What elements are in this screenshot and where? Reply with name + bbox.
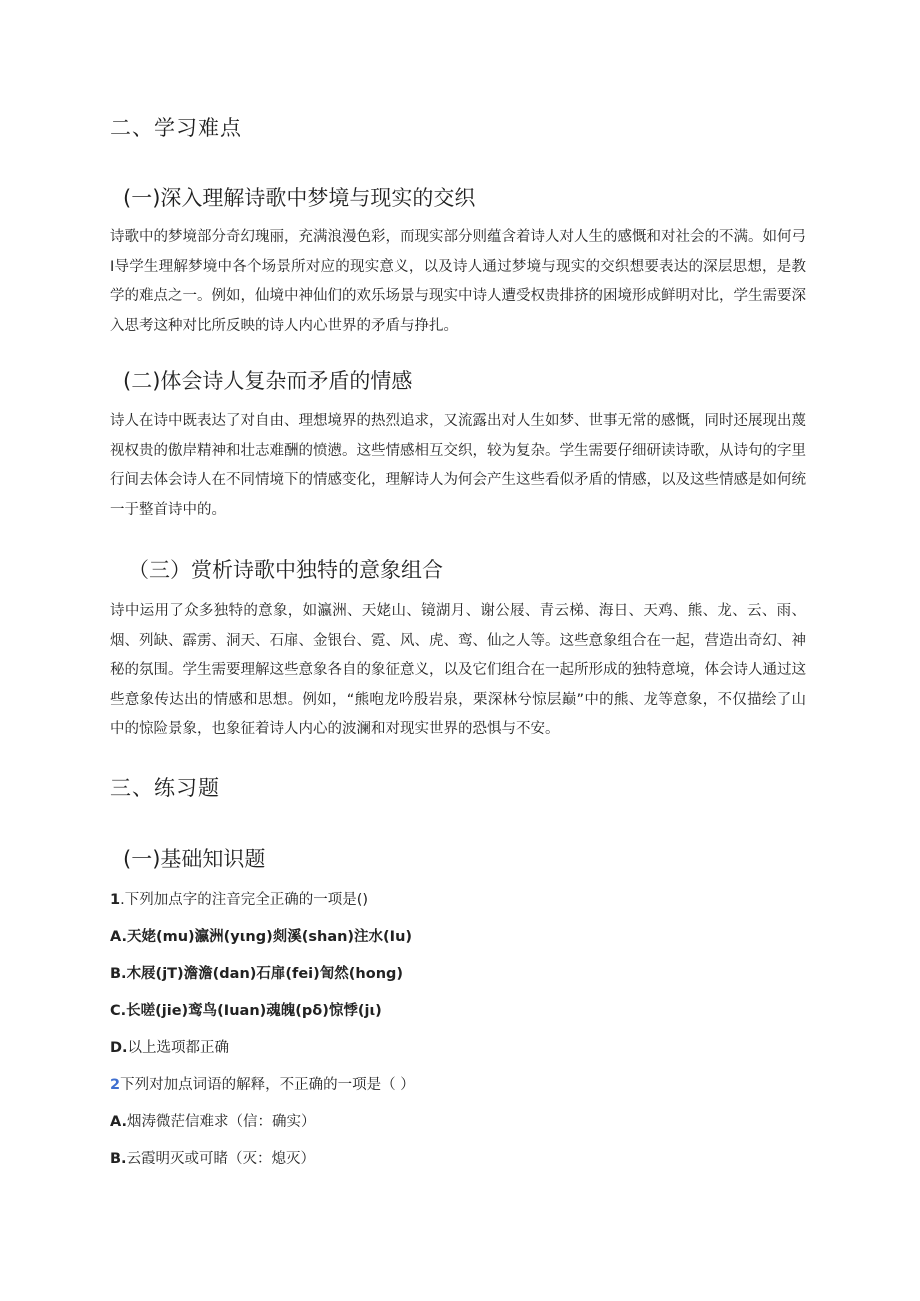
option-letter: B. bbox=[110, 966, 127, 982]
question-2-option-b bbox=[110, 1147, 315, 1168]
option-text: 木屐(jT)澹澹(dan)石扉(fei)訇然(hong) bbox=[126, 966, 404, 982]
question-text: 下列对加点词语的解释，不正确的一项是（ ） bbox=[120, 1077, 415, 1093]
option-text: 云霞明灭或可睹（灭：熄灭） bbox=[126, 1151, 316, 1167]
subsection-heading-dream-reality: (一)深入理解诗歌中梦境与现实的交织 bbox=[123, 186, 476, 210]
question-1-option-d bbox=[110, 1036, 229, 1057]
option-text: 以上选项都正确 bbox=[127, 1040, 230, 1056]
question-1-stem bbox=[110, 888, 368, 909]
option-text: 烟涛微茫信难求（信：确实） bbox=[127, 1114, 316, 1130]
section-heading-exercises: 三、练习题 bbox=[110, 776, 220, 800]
subsection-heading-emotions: (二)体会诗人复杂而矛盾的情感 bbox=[123, 369, 413, 393]
question-2-stem bbox=[110, 1073, 415, 1094]
question-1-option-b bbox=[110, 962, 403, 983]
question-2-option-a bbox=[110, 1110, 316, 1131]
option-text: 天姥(mu)瀛洲(yιng)剡溪(shan)注水(Iu) bbox=[127, 929, 413, 945]
subsection-heading-imagery: （三）赏析诗歌中独特的意象组合 bbox=[128, 558, 443, 582]
section-heading-difficulties: 二、学习难点 bbox=[110, 116, 242, 140]
option-letter: A. bbox=[110, 929, 127, 945]
question-number: 2 bbox=[110, 1077, 121, 1093]
paragraph-dream-reality: 诗歌中的梦境部分奇幻瑰丽，充满浪漫色彩，而现实部分则蕴含着诗人对人生的感慨和对社会的不满。如何弓I导学生理解梦境中各个场景所对应的现实意义，以及诗人通过梦境与现实的交织想要表达的深层思想，是教学的难点之一。例如，仙境中神仙们的欢乐场景与现实中诗人遭受权贵排挤的困境形成鲜明对比，学生需要深入思考这种对比所反映的诗人内心世界的矛盾与挣扎。 bbox=[110, 229, 806, 334]
subsection-heading-basic-knowledge: (一)基础知识题 bbox=[123, 847, 266, 871]
option-text: 长嗟(jie)鸾鸟(Iuan)魂魄(pδ)惊悸(jι) bbox=[126, 1003, 382, 1019]
question-1-option-c bbox=[110, 999, 382, 1020]
paragraph-imagery: 诗中运用了众多独特的意象，如瀛洲、天姥山、镜湖月、谢公屐、青云梯、海日、天鸡、熊、龙、云、雨、烟、列缺、霹雳、洞天、石扉、金银台、霓、风、虎、鸾、仙之人等。这些意象组合在一起，营造出奇幻、神秘的氛围。学生需要理解这些意象各自的象征意义，以及它们组合在一起所形成的独特意境，体会诗人通过这些意象传达出的情感和思想。例如，“熊咆龙吟殷岩泉，栗深林兮惊层巅”中的熊、龙等意象，不仅描绘了山中的惊险景象，也象征着诗人内心的波澜和对现实世界的恐惧与不安。 bbox=[110, 603, 806, 737]
question-number: 1 bbox=[110, 892, 121, 908]
question-1-option-a bbox=[110, 925, 412, 946]
question-text: .下列加点字的注音完全正确的一项是() bbox=[120, 892, 369, 908]
option-letter: D. bbox=[110, 1040, 128, 1056]
option-letter: C. bbox=[110, 1003, 127, 1019]
paragraph-emotions: 诗人在诗中既表达了对自由、理想境界的热烈追求，又流露出对人生如梦、世事无常的感慨，同时还展现出蔑视权贵的傲岸精神和壮志难酬的愤懑。这些情感相互交织，较为复杂。学生需要仔细研读诗歌，从诗句的字里行间去体会诗人在不同情境下的情感变化，理解诗人为何会产生这些看似矛盾的情感，以及这些情感是如何统一于整首诗中的。 bbox=[110, 413, 806, 518]
option-letter: A. bbox=[110, 1114, 127, 1130]
option-letter: B. bbox=[110, 1151, 127, 1167]
